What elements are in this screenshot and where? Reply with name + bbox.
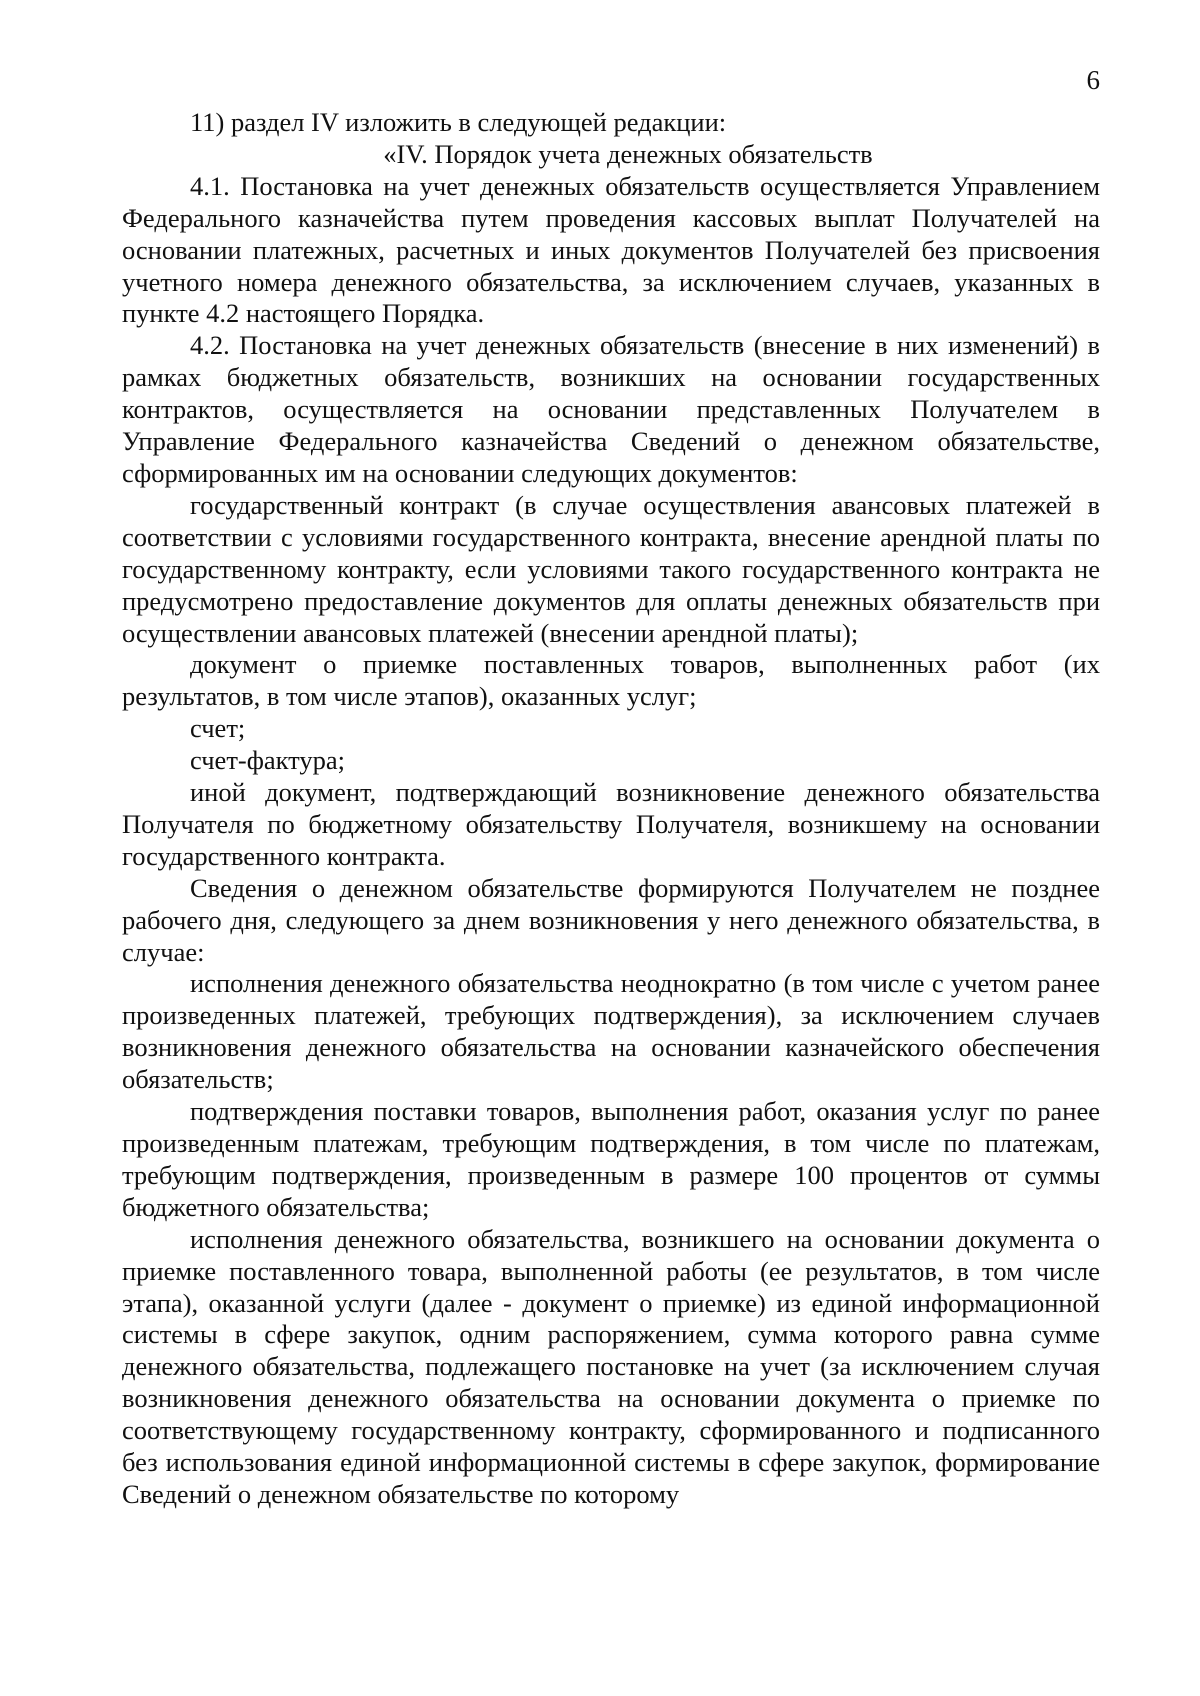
paragraph-acceptance-document: документ о приемке поставленных товаров, выполненных работ (их результатов, в том числе этапов), оказанных услуг;: [122, 649, 1100, 712]
page-number: 6: [1086, 65, 1100, 95]
paragraph-delivery-confirmation: подтверждения поставки товаров, выполнения работ, оказания услуг по ранее произведенным платежам, требующим подтверждения, в том числе по платежам, требующим подтверждения, произведенным в размере 100 процентов от суммы бюджетного обязательства;: [122, 1096, 1100, 1222]
document-body: [122, 107, 1100, 1511]
paragraph-section-amendment: 11) раздел IV изложить в следующей редакции:: [190, 107, 727, 137]
paragraph-invoice: счет;: [190, 713, 246, 744]
paragraph-state-contract: государственный контракт (в случае осуществления авансовых платежей в соответствии с условиями государственного контракта, внесение арендной платы по государственному контракту, если условиями такого государственного контракта не предусмотрено предоставление документов для оплаты денежных обязательств при осуществлении авансовых платежей (внесении арендной платы);: [122, 489, 1100, 648]
paragraph-4-1: 4.1. Постановка на учет денежных обязательств осуществляется Управлением Федерального казначейства путем проведения кассовых выплат Получателей на основании платежных, расчетных и иных документов Получателей без присвоения учетного номера денежного обязательства, за исключением случаев, указанных в пункте 4.2 настоящего Порядка.: [122, 170, 1100, 329]
paragraph-invoice-factura: счет-фактура;: [190, 745, 346, 776]
paragraph-other-document: иной документ, подтверждающий возникновение денежного обязательства Получателя по бюджетному обязательству Получателя, возникшему на основании государственного контракта.: [122, 777, 1100, 871]
paragraph-information-formed: Сведения о денежном обязательстве формируются Получателем не позднее рабочего дня, следующего за днем возникновения у него денежного обязательства, в случае:: [122, 872, 1100, 967]
section-heading: «IV. Порядок учета денежных обязательств: [383, 138, 873, 169]
paragraph-repeated-execution: исполнения денежного обязательства неоднократно (в том числе с учетом ранее произведенных платежей, требующих подтверждения), за исключением случаев возникновения денежного обязательства на основании казначейского обеспечения обязательств;: [122, 968, 1100, 1095]
paragraph-single-order-execution: исполнения денежного обязательства, возникшего на основании документа о приемке поставленного товара, выполненной работы (ее результатов, в том числе этапа), оказанной услуги (далее - документ о приемке) из единой информационной системы в сфере закупок, одним распоряжением, сумма которого равна сумме денежного обязательства, подлежащего постановке на учет (за исключением случая возникновения денежного обязательства на основании документа о приемке по соответствующему государственному контракту, сформированного и подписанного без использования единой информационной системы в сфере закупок, формирование Сведений о денежном обязательстве по которому: [122, 1223, 1100, 1509]
paragraph-4-2: 4.2. Постановка на учет денежных обязательств (внесение в них изменений) в рамках бюджетных обязательств, возникших на основании государственных контрактов, осуществляется на основании представленных Получателем в Управление Федерального казначейства Сведений о денежном обязательстве, сформированных им на основании следующих документов:: [122, 330, 1100, 488]
